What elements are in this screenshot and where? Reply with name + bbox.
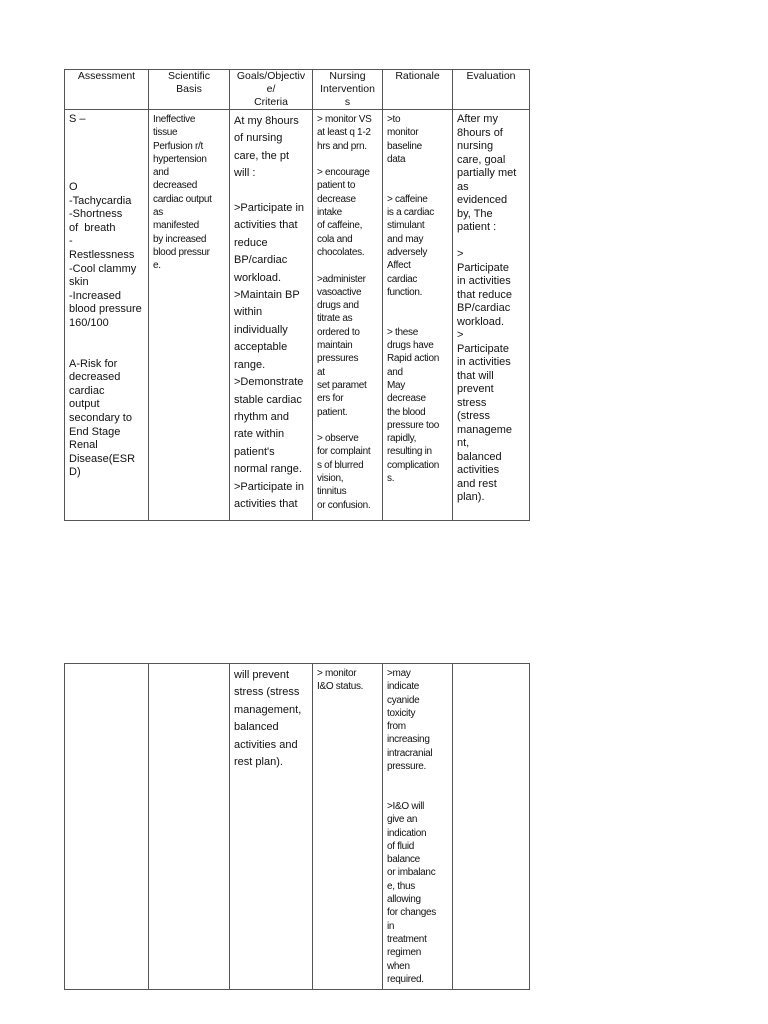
goals-cell: At my 8hours of nursing care, the pt will : >Participate in activities that reduce BP/cardiac workload. >Maintain BP within individually acceptable range. >Demonstrate stable cardiac rhythm and rate within patient's normal range. >Participate in activities that [230, 110, 313, 521]
care-plan-table-2 [64, 663, 530, 990]
header-assessment: Assessment [65, 70, 149, 110]
table-row [65, 110, 530, 521]
header-goals: Goals/Objectiv e/ Criteria [230, 70, 313, 110]
goals-cell: will prevent stress (stress management, balanced activities and rest plan). [230, 664, 313, 990]
assessment-cell: S – O -Tachycardia -Shortness of breath - Restlessness -Cool clammy skin -Increased blood pressure 160/100 A-Risk for decreased cardiac output secondary to End Stage Renal Disease(ESR D) [65, 110, 149, 521]
table-row [65, 664, 530, 990]
scientific-basis-cell [149, 664, 230, 990]
header-scientific-basis: Scientific Basis [149, 70, 230, 110]
care-plan-table-1 [64, 69, 530, 521]
interventions-cell: > monitor I&O status. [313, 664, 383, 990]
rationale-cell: >to monitor baseline data > caffeine is a cardiac stimulant and may adversely Affect cardiac function. > these drugs have Rapid action and May decrease the blood pressure too rapidly, resulting in complication s. [383, 110, 453, 521]
evaluation-cell [453, 664, 530, 990]
interventions-cell: > monitor VS at least q 1-2 hrs and prn. > encourage patient to decrease intake of caffeine, cola and chocolates. >administer vasoactive drugs and titrate as ordered to maintain pressures at set paramet ers for patient. > observe for complaint s of blurred vision, tinnitus or confusion. [313, 110, 383, 521]
assessment-cell [65, 664, 149, 990]
evaluation-cell: After my 8hours of nursing care, goal partially met as evidenced by, The patient : > Participate in activities that reduce BP/cardiac workload. > Participate in activities that will prevent stress (stress manageme nt, balanced activities and rest plan). [453, 110, 530, 521]
header-nursing-interventions: Nursing Intervention s [313, 70, 383, 110]
scientific-basis-cell: Ineffective tissue Perfusion r/t hypertension and decreased cardiac output as manifested by increased blood pressur e. [149, 110, 230, 521]
header-rationale: Rationale [383, 70, 453, 110]
rationale-cell: >may indicate cyanide toxicity from increasing intracranial pressure. >I&O will give an indication of fluid balance or imbalanc e, thus allowing for changes in treatment regimen when required. [383, 664, 453, 990]
header-evaluation: Evaluation [453, 70, 530, 110]
header-row [65, 70, 530, 110]
